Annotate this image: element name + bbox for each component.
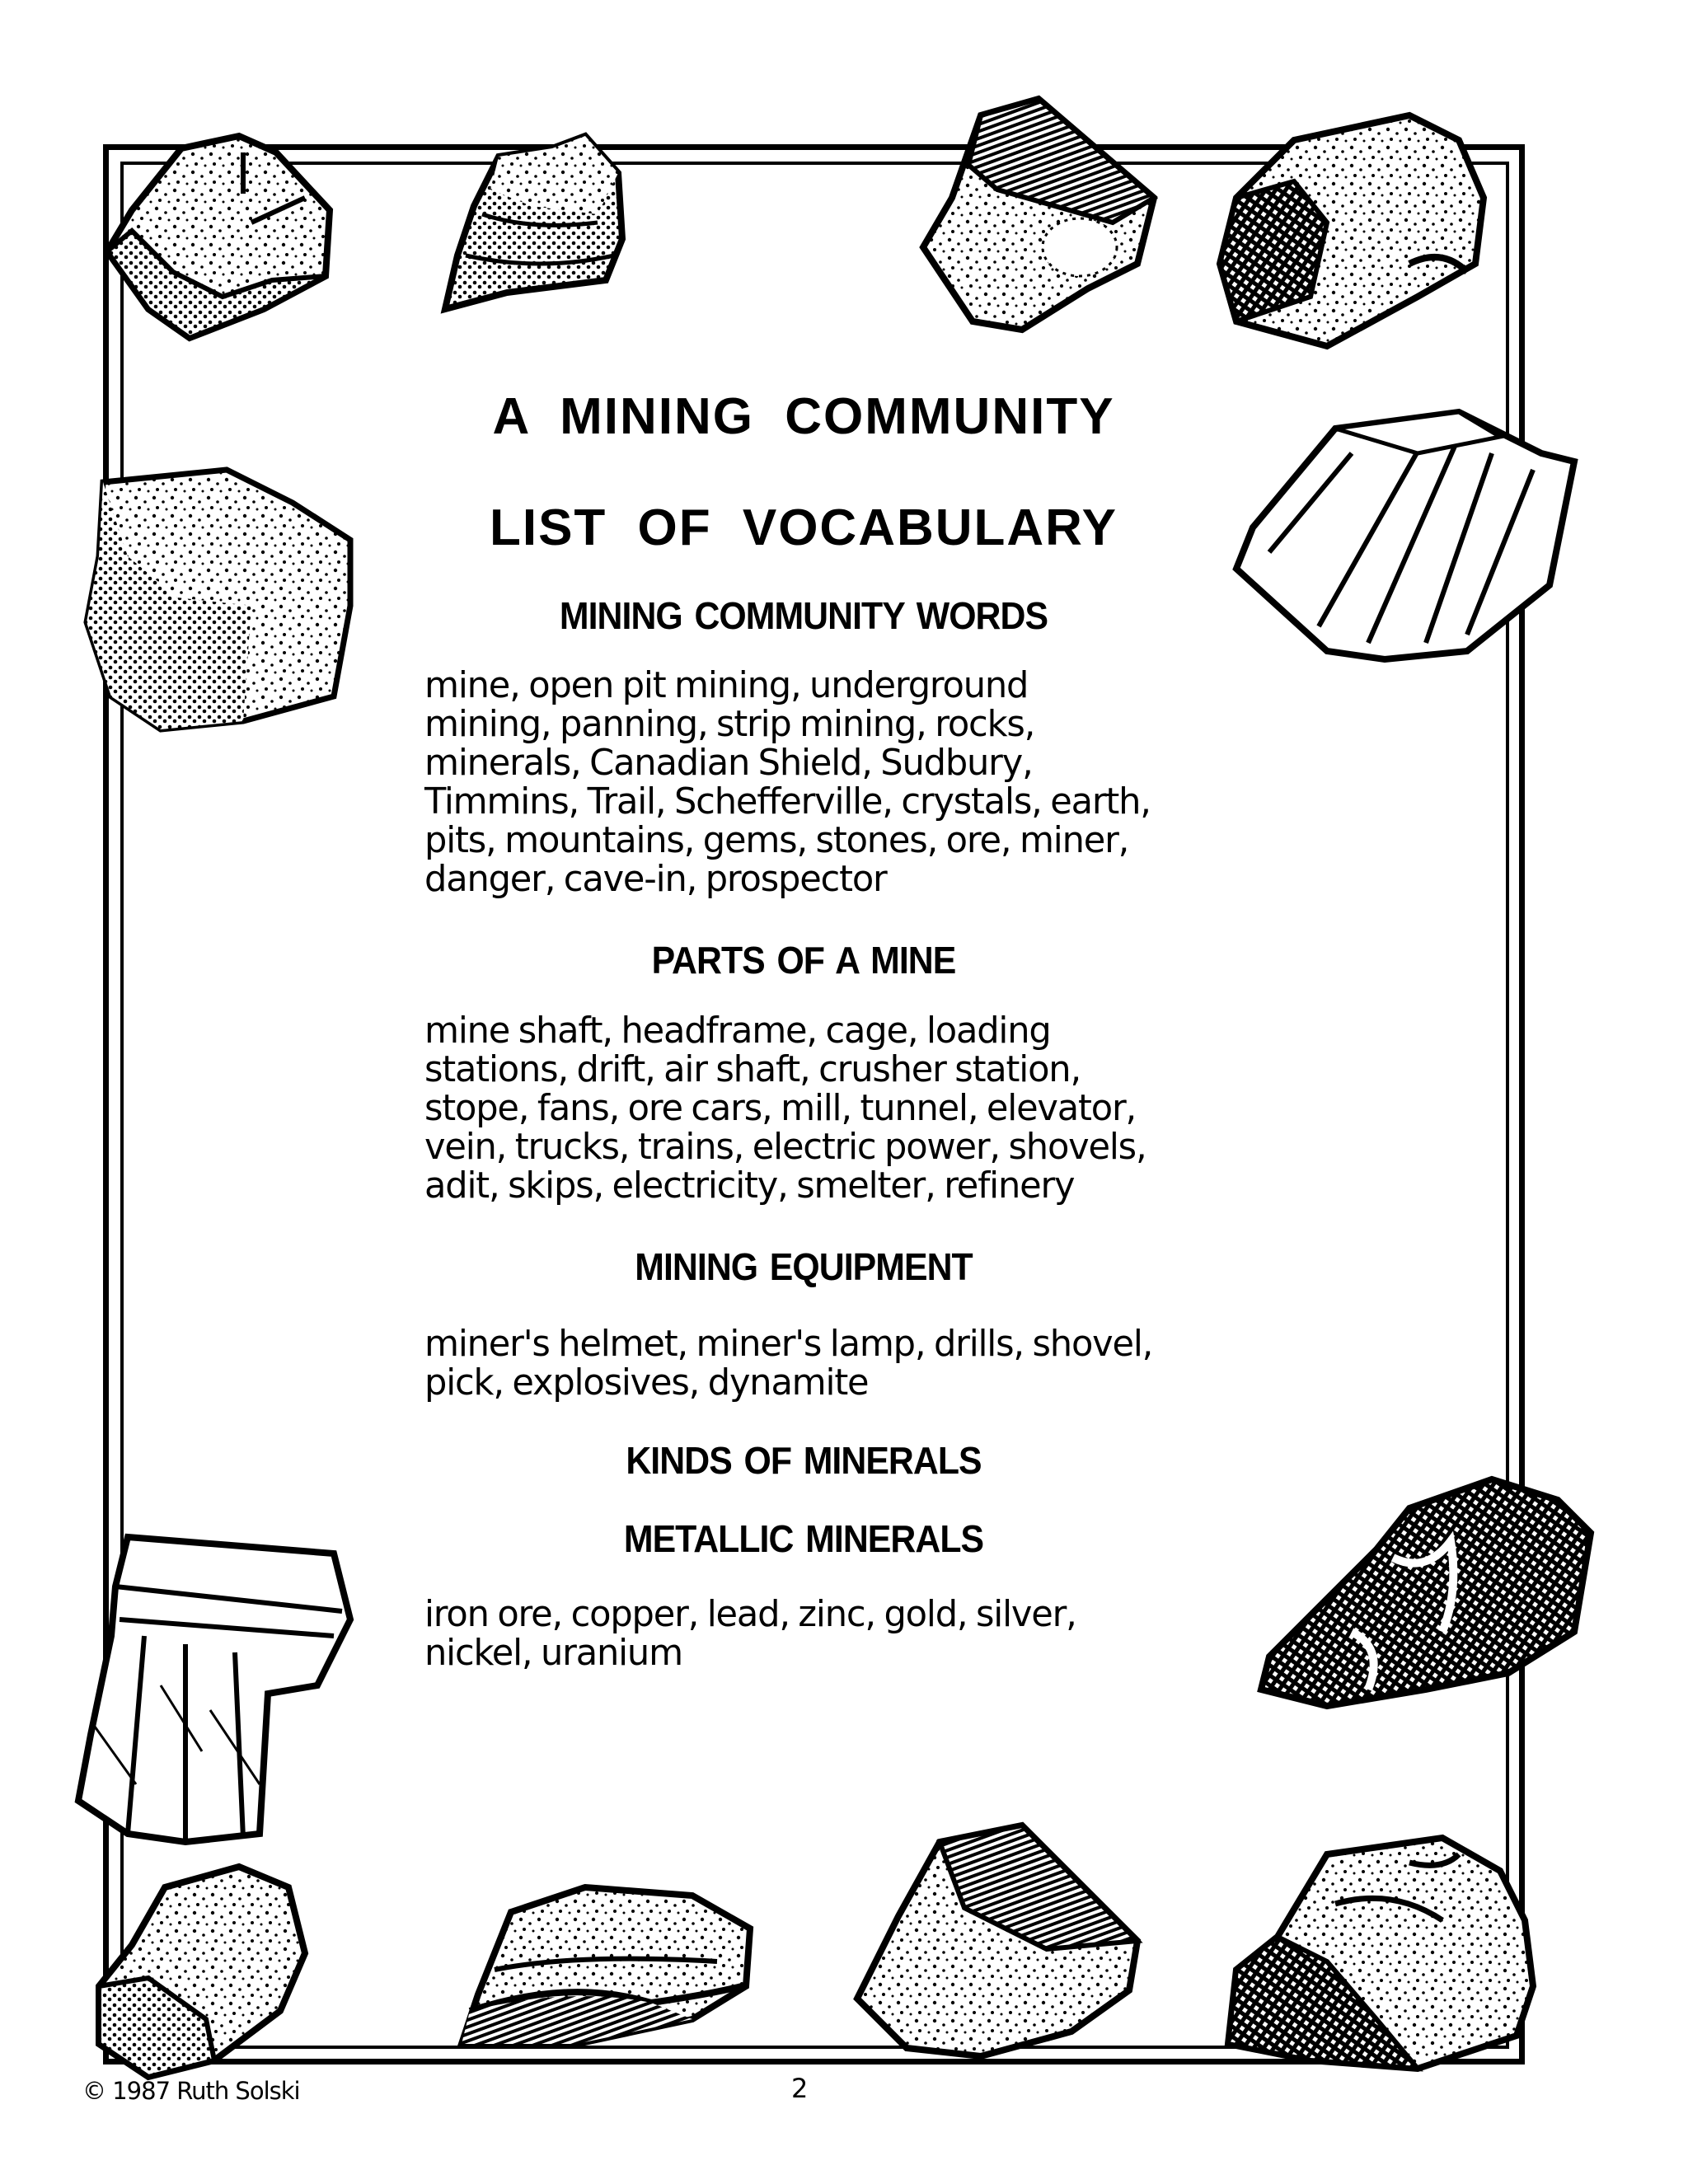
section-heading-metallic-minerals: METALLIC MINERALS [623,1517,984,1560]
vocab-line: stations, drift, air shaft, crusher station, [424,1048,1081,1090]
vocab-line: stope, fans, ore cars, mill, tunnel, elevator, [424,1087,1137,1129]
vocab-line: mine shaft, headframe, cage, loading [424,1010,1051,1052]
vocab-line: pick, explosives, dynamite [424,1361,869,1404]
rock-illustration-bottom-right [1212,1821,1550,2077]
section-body-mining-equipment [424,1324,1232,1402]
page-title: A MINING COMMUNITY [492,388,1115,445]
rock-illustration-bottom-center-left [445,1879,767,2060]
rock-illustration-middle-left [78,457,363,742]
rock-illustration-bottom-left [82,1854,330,2085]
vocab-line: miner's helmet, miner's lamp, drills, shovel, [424,1323,1153,1365]
rock-illustration-top-right [1203,107,1550,363]
vocab-line: Timmins, Trail, Schefferville, crystals, earth, [424,780,1151,823]
vocab-line: vein, trucks, trains, electric power, shovels, [424,1126,1146,1168]
copyright-notice: © 1987 Ruth Solski [82,2077,300,2105]
vocab-line: danger, cave-in, prospector [424,858,887,900]
section-heading-mining-equipment: MINING EQUIPMENT [635,1245,973,1288]
rock-illustration-top-center-left [433,132,635,321]
section-heading-kinds-of-minerals: KINDS OF MINERALS [626,1439,982,1482]
vocab-line: nickel, uranium [424,1632,682,1674]
vocab-line: minerals, Canadian Shield, Sudbury, [424,742,1033,784]
section-body-mining-community-words [424,666,1232,898]
vocab-line: mine, open pit mining, underground [424,664,1029,706]
rock-illustration-top-center-right [874,91,1162,346]
vocab-line: adit, skips, electricity, smelter, refinery [424,1165,1075,1207]
vocab-line: iron ore, copper, lead, zinc, gold, silver, [424,1593,1076,1635]
section-body-metallic-minerals [424,1595,1232,1672]
crystal-illustration-middle-right [1220,404,1582,668]
section-body-parts-of-a-mine [424,1011,1232,1205]
crystal-illustration-lower-left [70,1521,363,1850]
vocab-line: pits, mountains, gems, stones, ore, miner, [424,819,1129,861]
section-heading-parts-of-a-mine: PARTS OF A MINE [651,939,956,982]
section-heading-mining-community-words: MINING COMMUNITY WORDS [559,594,1048,637]
rock-illustration-lower-right [1245,1467,1607,1722]
rock-illustration-bottom-center-right [841,1817,1154,2064]
page-subtitle: LIST OF VOCABULARY [489,499,1118,556]
rock-illustration-top-left [99,132,338,350]
vocab-line: mining, panning, strip mining, rocks, [424,703,1035,745]
page-number: 2 [791,2073,809,2104]
